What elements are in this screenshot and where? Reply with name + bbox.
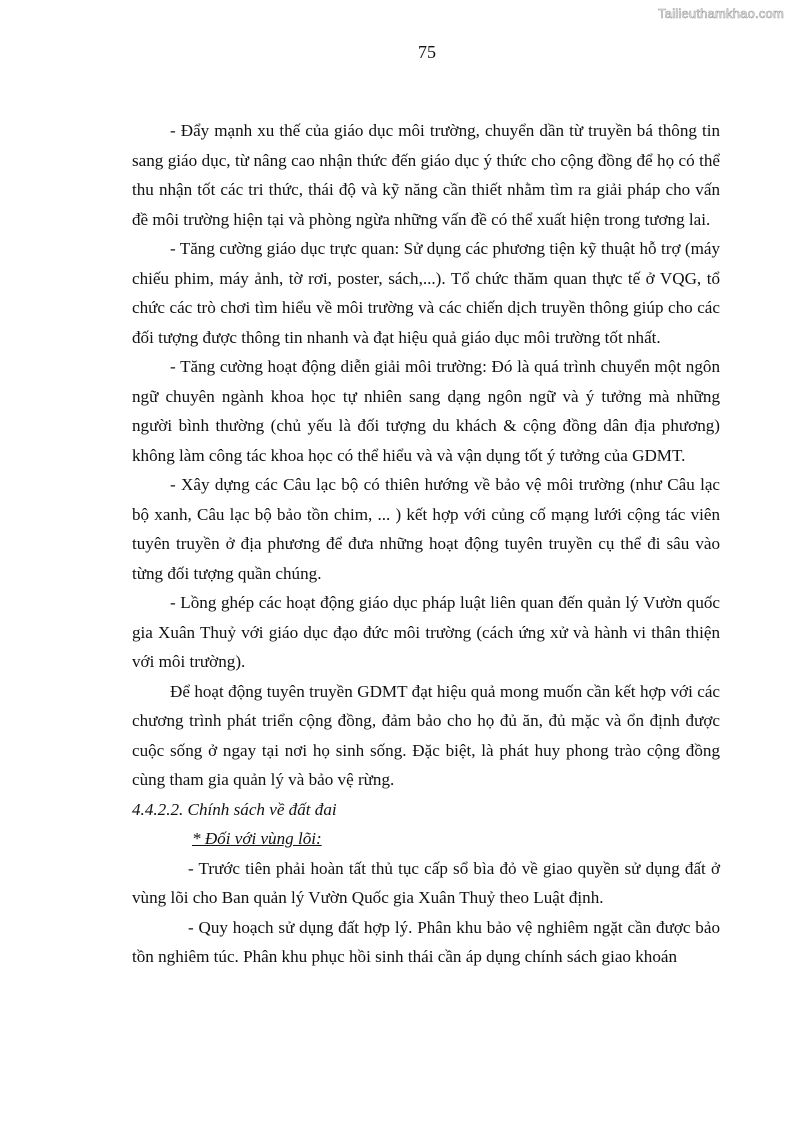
page-number: 75 [418,42,436,62]
paragraph: - Đẩy mạnh xu thế của giáo dục môi trường, chuyển dần từ truyền bá thông tin sang giáo dục, từ nâng cao nhận thức đến giáo dục ý thức cho cộng đồng để họ có thể thu nhận tốt các tri thức, thái độ và kỹ năng cần thiết nhằm tìm ra giải pháp cho vấn đề môi trường hiện tại và phòng ngừa những vấn đề có thể xuất hiện trong tương lai. [132,121,720,229]
paragraph: - Tăng cường giáo dục trực quan: Sử dụng các phương tiện kỹ thuật hỗ trợ (máy chiếu phim, máy ảnh, tờ rơi, poster, sách,...). Tổ chức thăm quan thực tế ở VQG, tổ chức các trò chơi tìm hiểu về môi trường và các chiến dịch truyền thông giúp cho các đối tượng được thông tin nhanh và đạt hiệu quả giáo dục môi trường tốt nhất. [132,239,720,347]
paragraph: - Trước tiên phải hoàn tất thủ tục cấp sổ bìa đỏ về giao quyền sử dụng đất ở vùng lõi cho Ban quản lý Vườn Quốc gia Xuân Thuỷ theo Luật định. [132,858,720,907]
subsection-heading: * Đối với vùng lõi: [192,829,322,848]
document-body [132,116,720,972]
paragraph: - Quy hoạch sử dụng đất hợp lý. Phân khu bảo vệ nghiêm ngặt cần được bảo tồn nghiêm túc. Phân khu phục hồi sinh thái cần áp dụng chính sách giao khoán [132,917,720,966]
paragraph: - Xây dựng các Câu lạc bộ có thiên hướng về bảo vệ môi trường (như Câu lạc bộ xanh, Câu lạc bộ bảo tồn chim, ... ) kết hợp với củng cố mạng lưới cộng tác viên tuyên truyền ở địa phương để đưa những hoạt động tuyên truyền cụ thể đi sâu vào từng đối tượng quần chúng. [132,475,720,583]
paragraph: - Tăng cường hoạt động diễn giải môi trường: Đó là quá trình chuyển một ngôn ngữ chuyên ngành khoa học tự nhiên sang dạng ngôn ngữ và ý tưởng mà những người bình thường (chủ yếu là đối tượng du khách & cộng đồng dân địa phương) không làm công tác khoa học có thể hiểu và và vận dụng tốt ý tưởng của GDMT. [132,357,720,465]
watermark: Tailieuthamkhao.com [658,6,784,21]
section-heading: 4.4.2.2. Chính sách về đất đai [132,799,337,819]
paragraph: Để hoạt động tuyên truyền GDMT đạt hiệu quả mong muốn cần kết hợp với các chương trình phát triển cộng đồng, đảm bảo cho họ đủ ăn, đủ mặc và ổn định được cuộc sống ở ngay tại nơi họ sinh sống. Đặc biệt, là phát huy phong trào cộng đồng cùng tham gia quản lý và bảo vệ rừng. [132,681,720,789]
paragraph: - Lồng ghép các hoạt động giáo dục pháp luật liên quan đến quản lý Vườn quốc gia Xuân Thuỷ với giáo dục đạo đức môi trường (cách ứng xử và hành vi thân thiện với môi trường). [132,593,720,671]
